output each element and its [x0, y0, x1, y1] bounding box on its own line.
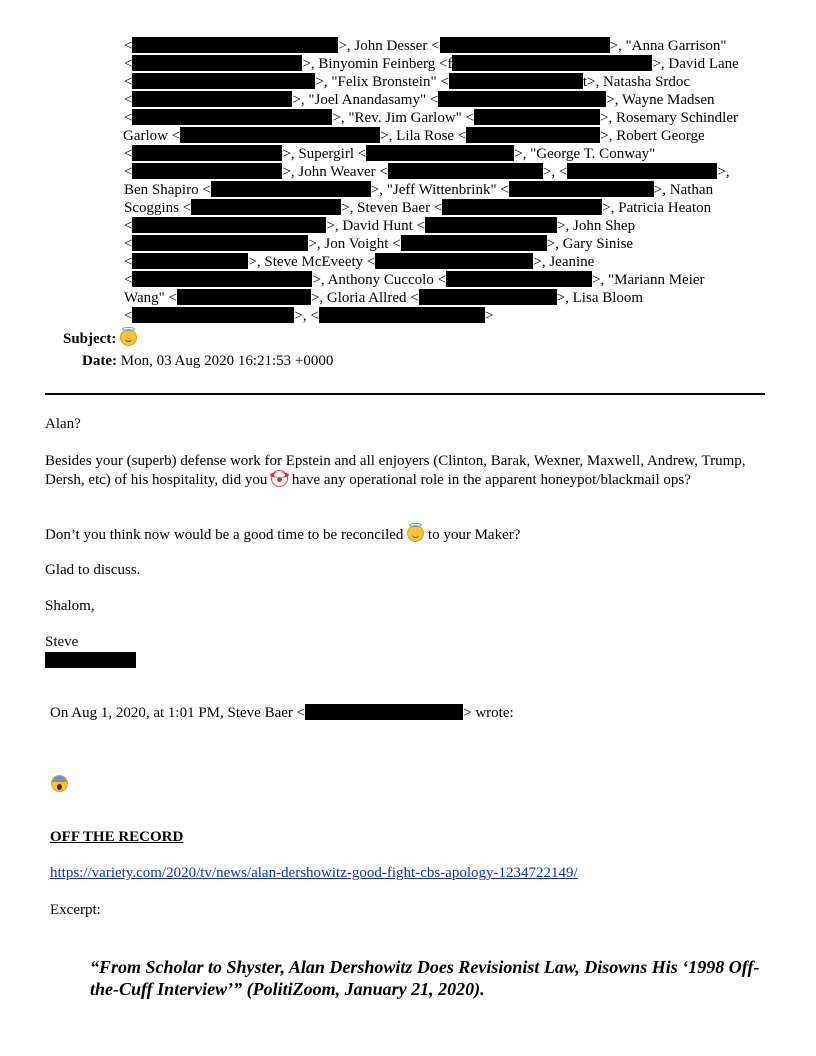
redaction-block [440, 37, 610, 53]
redaction-block [132, 253, 248, 269]
redaction-block [452, 55, 652, 71]
redaction-block [180, 127, 380, 143]
recipient-line [124, 289, 774, 307]
subject-label: Subject: [63, 331, 117, 347]
redaction-block [509, 181, 654, 197]
redaction-block [419, 289, 557, 305]
recipient-text: >, Gary Sinise [546, 236, 634, 252]
redaction-block [305, 704, 463, 720]
recipient-text: >, Steven Baer < [341, 200, 443, 216]
quoted-emoji [51, 775, 68, 794]
article-link[interactable]: https://variety.com/2020/tv/news/alan-dershowitz-good-fight-cbs-apology-1234722149/ [50, 865, 578, 881]
recipient-text: >, Jon Voight < [308, 236, 401, 252]
face-screaming-in-fear-icon [51, 775, 68, 792]
recipient-text: Wang" < [124, 290, 177, 306]
recipient-line [124, 109, 774, 127]
redaction-block [132, 91, 292, 107]
recipient-text: >, Jeanine [533, 254, 595, 270]
body-paragraph: Glad to discuss. [45, 562, 141, 578]
body-text: Don’t you think now would be a good time to be reconciled [45, 527, 404, 543]
redaction-block [446, 271, 592, 287]
redaction-block [466, 127, 600, 143]
recipient-line [124, 307, 774, 325]
recipient-text: Scoggins < [124, 200, 192, 216]
recipient-line [124, 181, 774, 199]
recipient-text: >, Lila Rose < [380, 128, 467, 144]
recipient-text: >, Patricia Heaton [602, 200, 712, 216]
recipient-line [123, 127, 774, 145]
redaction-block [132, 217, 326, 233]
recipient-text: >, Binyomin Feinberg <f [302, 56, 453, 72]
quoted-intro-text: > wrote: [463, 705, 514, 721]
recipient-text: >, "Jeff Wittenbrink" < [370, 182, 509, 198]
recipient-text: >, "Mariann Meier [592, 272, 705, 288]
recipient-text: < [124, 308, 133, 324]
recipient-text: >, Robert George [600, 128, 705, 144]
recipient-text: >, [717, 164, 730, 180]
recipient-text: >, "Anna Garrison" [609, 38, 727, 54]
subject-row [63, 329, 137, 348]
recipient-text: >, Lisa Bloom [556, 290, 644, 306]
recipient-text: >, < [294, 308, 319, 324]
smiling-face-with-halo-icon [407, 525, 424, 542]
quoted-intro [50, 704, 514, 722]
recipient-text: >, John Desser < [338, 38, 440, 54]
quoted-heading: OFF THE RECORD [50, 829, 184, 845]
recipient-text: > [484, 308, 494, 324]
recipient-text: >, Steve McEveety < [248, 254, 376, 270]
recipient-text: < [124, 92, 133, 108]
redaction-block [442, 199, 602, 215]
recipient-text: < [124, 218, 133, 234]
recipient-text: Garlow < [123, 128, 181, 144]
recipient-text: >, John Shep [557, 218, 636, 234]
recipient-text: >, David Hunt < [326, 218, 426, 234]
recipient-line [124, 37, 774, 55]
redaction-block [191, 199, 341, 215]
redaction-block [132, 307, 294, 323]
recipient-text: < [124, 236, 133, 252]
recipient-text: < [124, 146, 133, 162]
recipient-line [124, 199, 774, 217]
redaction-block [132, 163, 282, 179]
body-text: Besides your (superb) defense work for Epstein and all enjoyers (Clinton, Barak, Wexner, Maxwell, Andrew, Trump, Dersh, etc) of his hospitality, did you [45, 453, 746, 488]
smiling-face-with-halo-icon [120, 329, 137, 346]
recipient-text: >, "Joel Anandasamy" < [292, 92, 439, 108]
clown-face-icon [271, 470, 288, 487]
recipient-list [124, 37, 774, 325]
redaction-block [366, 145, 514, 161]
redaction-block [132, 235, 308, 251]
recipient-text: >, Gloria Allred < [310, 290, 419, 306]
body-text: have any operational role in the apparent honeypot/blackmail ops? [291, 472, 691, 488]
recipient-line [124, 91, 774, 109]
recipient-text: < [124, 110, 133, 126]
recipient-text: < [124, 272, 133, 288]
recipient-line [124, 145, 774, 163]
recipient-text: >, Wayne Madsen [606, 92, 715, 108]
redaction-block [211, 181, 371, 197]
redaction-block [438, 91, 606, 107]
redaction-block [425, 217, 557, 233]
body-text: to your Maker? [427, 527, 521, 543]
redaction-block [132, 73, 315, 89]
redaction-block [375, 253, 533, 269]
recipient-text: < [124, 74, 133, 90]
signature-name: Steve [45, 634, 79, 650]
excerpt-quote: “From Scholar to Shyster, Alan Dershowitz Does Revisionist Law, Disowns His ‘1998 Off-the-Cuff Interview’” (PolitiZoom, January 21, 2020). [90, 957, 760, 999]
recipient-text: >, Rosemary Schindler [599, 110, 739, 126]
recipient-text: >, "Rev. Jim Garlow" < [332, 110, 474, 126]
greeting: Alan? [45, 416, 81, 432]
recipient-text: >, Nathan [653, 182, 714, 198]
recipient-text: < [124, 38, 133, 54]
header-divider [45, 393, 765, 395]
recipient-text: >, John Weaver < [282, 164, 388, 180]
recipient-line [124, 73, 774, 91]
recipient-line [124, 271, 774, 289]
recipient-text: < [124, 164, 133, 180]
body-paragraph [45, 452, 765, 489]
recipient-line [124, 163, 774, 181]
date-label: Date: [82, 353, 117, 369]
recipient-text: < [124, 56, 133, 72]
body-paragraph [45, 525, 765, 544]
redaction-block [132, 145, 282, 161]
redaction-block [388, 163, 543, 179]
date-row [82, 352, 333, 370]
redaction-block [567, 163, 717, 179]
closing: Shalom, [45, 598, 95, 614]
recipient-text: < [124, 254, 133, 270]
recipient-text: t>, Natasha Srdoc [582, 74, 690, 90]
redaction-block [132, 37, 338, 53]
excerpt-label: Excerpt: [50, 902, 101, 918]
recipient-text: >, "Felix Bronstein" < [315, 74, 449, 90]
redaction-block [474, 109, 600, 125]
recipient-line [124, 55, 774, 73]
redaction-block [177, 289, 311, 305]
quoted-intro-text: On Aug 1, 2020, at 1:01 PM, Steve Baer < [50, 705, 306, 721]
recipient-text: Ben Shapiro < [124, 182, 211, 198]
article-link-row [50, 864, 578, 882]
recipient-line [124, 217, 774, 235]
redaction-block [132, 271, 312, 287]
redaction-block [132, 109, 332, 125]
date-value: Mon, 03 Aug 2020 16:21:53 +0000 [120, 353, 334, 369]
recipient-text: >, "George T. Conway" [514, 146, 656, 162]
redaction-block [401, 235, 547, 251]
redaction-block [319, 307, 485, 323]
redaction-block [449, 73, 583, 89]
recipient-line [124, 235, 774, 253]
redaction-block [132, 55, 302, 71]
recipient-text: >, Supergirl < [282, 146, 367, 162]
recipient-line [124, 253, 774, 271]
redaction-block [45, 652, 136, 668]
recipient-text: >, David Lane [652, 56, 739, 72]
recipient-text: >, < [542, 164, 568, 180]
recipient-text: >, Anthony Cuccolo < [312, 272, 447, 288]
